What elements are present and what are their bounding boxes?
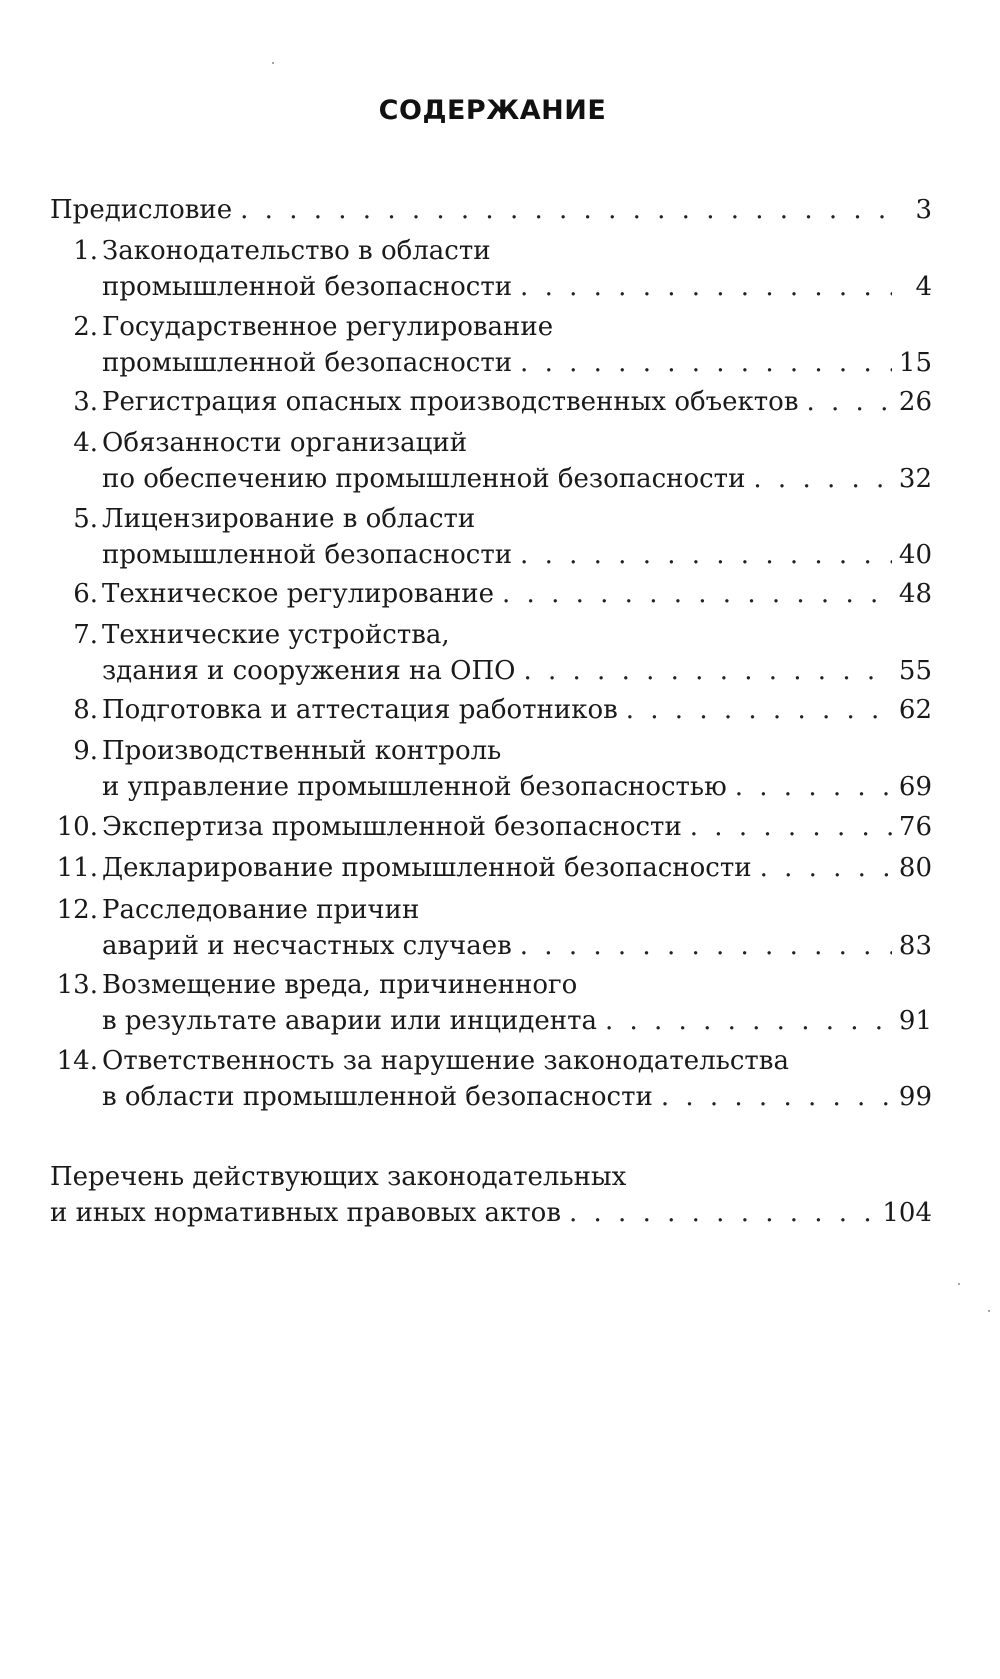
toc-page-number: 26 (898, 387, 932, 417)
toc-entry (50, 733, 932, 805)
dot-leader (605, 1003, 892, 1039)
toc-page-number: 32 (898, 464, 932, 494)
toc-page-number: 83 (898, 931, 932, 961)
toc-page-number: 80 (898, 853, 932, 883)
toc-entry (50, 576, 932, 612)
toc-entry-title: здания и сооружения на ОПО (102, 656, 516, 686)
dot-leader (760, 850, 892, 886)
toc-entry-title: Возмещение вреда, причиненного (102, 970, 578, 1000)
toc-entry-title: промышленной безопасности (102, 540, 513, 570)
dot-leader (661, 1079, 892, 1115)
dot-leader (520, 269, 892, 305)
toc-entry (50, 384, 932, 420)
toc-entry-title: Декларирование промышленной безопасности (102, 853, 752, 883)
toc-entry-appendix (50, 1159, 932, 1231)
toc-entry-title: Расследование причин (102, 895, 420, 925)
dot-leader (520, 345, 892, 381)
toc-entry (50, 850, 932, 886)
toc-page-number: 104 (882, 1198, 932, 1228)
toc-entry-title: Технические устройства, (102, 620, 450, 650)
scan-speck (272, 62, 274, 64)
page-title: СОДЕРЖАНИЕ (378, 95, 607, 126)
toc-entry (50, 967, 932, 1039)
toc-entry-title: Предисловие (50, 195, 233, 225)
toc-entry-title: Обязанности организаций (102, 428, 468, 458)
toc-entry-number: 3. (73, 387, 98, 417)
toc-entry-number: 12. (56, 895, 98, 925)
toc-entry (50, 617, 932, 689)
toc-entry-number: 14. (56, 1046, 98, 1076)
toc-entry (50, 425, 932, 497)
toc-entry (50, 809, 932, 845)
toc-page-number: 4 (915, 272, 932, 302)
toc-entry-title: Перечень действующих законодательных (50, 1162, 627, 1192)
toc-page-number: 3 (915, 195, 932, 225)
toc-entry-title: и управление промышленной безопасностью (102, 772, 727, 802)
dot-leader (523, 653, 892, 689)
toc-entry-title: Техническое регулирование (102, 579, 495, 609)
toc-entry-number: 1. (73, 236, 98, 266)
toc-entry-title: Лицензирование в области (102, 504, 476, 534)
toc-entry-number: 4. (73, 428, 98, 458)
toc-entry-number: 2. (73, 312, 98, 342)
toc-entry (50, 309, 932, 381)
toc-entry-title: в области промышленной безопасности (102, 1082, 653, 1112)
toc-entry-title: Подготовка и аттестация работников (102, 695, 618, 725)
toc-page-number: 15 (898, 348, 932, 378)
toc-entry-title: промышленной безопасности (102, 348, 513, 378)
dot-leader (240, 192, 892, 228)
toc-page-number: 91 (898, 1006, 932, 1036)
dot-leader (520, 928, 892, 964)
toc-entry-title: по обеспечению промышленной безопасности (102, 464, 746, 494)
scan-speck (988, 1310, 990, 1312)
toc-entry-number: 13. (56, 970, 98, 1000)
dot-leader (520, 537, 892, 573)
toc-page-number: 48 (898, 579, 932, 609)
dot-leader (502, 576, 892, 612)
toc-page-number: 99 (898, 1082, 932, 1112)
toc-entry (50, 1043, 932, 1115)
dot-leader (569, 1195, 876, 1231)
toc-entry (50, 892, 932, 964)
toc-page-number: 76 (898, 812, 932, 842)
toc-entry-number: 10. (56, 812, 98, 842)
dot-leader (753, 461, 892, 497)
toc-entry-title: и иных нормативных правовых актов (50, 1198, 561, 1228)
toc-page-number: 40 (898, 540, 932, 570)
toc-entry-title: Законодательство в области (102, 236, 491, 266)
scan-speck (958, 1283, 960, 1285)
toc-entry-title: Государственное регулирование (102, 312, 554, 342)
toc-entry-title: Экспертиза промышленной безопасности (102, 812, 682, 842)
toc-entry (50, 233, 932, 305)
dot-leader (626, 692, 892, 728)
toc-entry-number: 9. (73, 736, 98, 766)
toc-entry (50, 692, 932, 728)
toc-entry-title: Регистрация опасных производственных объектов (102, 387, 799, 417)
toc-entry-title: в результате аварии или инцидента (102, 1006, 597, 1036)
dot-leader (806, 384, 892, 420)
dot-leader (690, 809, 892, 845)
toc-entry-title: Ответственность за нарушение законодательства (102, 1046, 789, 1076)
toc-entry-number: 7. (73, 620, 98, 650)
toc-page-number: 62 (898, 695, 932, 725)
toc-entry-preface (50, 192, 932, 228)
toc-entry-number: 5. (73, 504, 98, 534)
toc-entry-number: 8. (73, 695, 98, 725)
toc-entry-title: Производственный контроль (102, 736, 502, 766)
toc-entry-title: аварий и несчастных случаев (102, 931, 512, 961)
dot-leader (735, 769, 892, 805)
toc-page-number: 69 (898, 772, 932, 802)
toc-entry (50, 501, 932, 573)
toc-entry-number: 6. (73, 579, 98, 609)
toc-entry-number: 11. (56, 853, 98, 883)
toc-entry-title: промышленной безопасности (102, 272, 513, 302)
toc-page-number: 55 (898, 656, 932, 686)
